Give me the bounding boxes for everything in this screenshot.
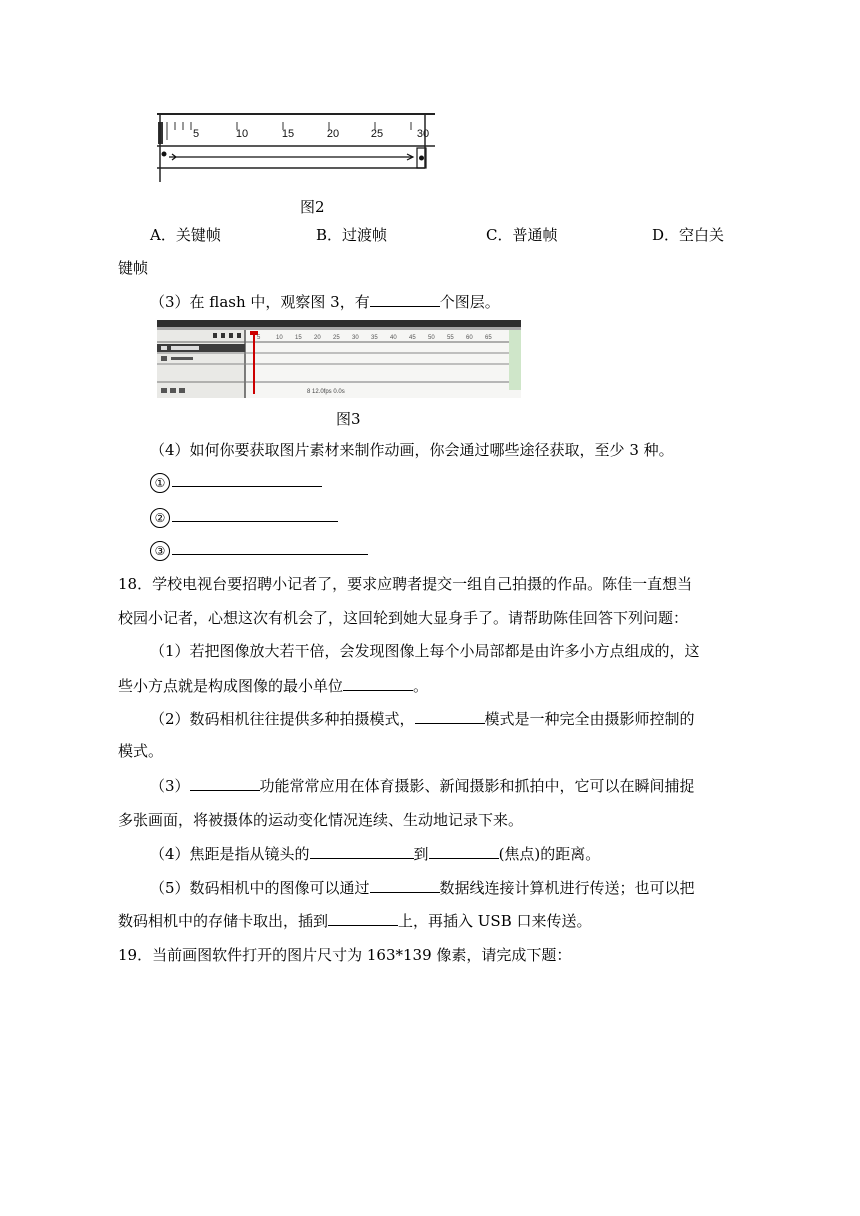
q18-1-line-1: （1）若把图像放大若干倍，会发现图像上每个小局部都是由许多小方点组成的，这 xyxy=(150,642,700,660)
figure-3-status: 8 12.0fps 0.0s xyxy=(307,389,345,395)
q18-5-text-a: （5）数码相机中的图像可以通过 xyxy=(150,879,370,897)
figure-3-layers-panel xyxy=(157,320,521,398)
q18-1-text-before: 些小方点就是构成图像的最小单位 xyxy=(118,677,344,695)
layers-tick-label: 15 xyxy=(295,335,302,341)
layers-tick-label: 35 xyxy=(371,335,378,341)
option-d-continued: 键帧 xyxy=(118,259,149,277)
answer-line-2 xyxy=(150,507,338,528)
timeline-tick-label: 25 xyxy=(370,128,384,140)
option-d: D．空白关 xyxy=(652,226,725,244)
circled-number-2: ② xyxy=(150,508,170,528)
layers-tick-label: 65 xyxy=(485,335,492,341)
layers-tick-label: 5 xyxy=(257,335,261,341)
q18-3-text-before: （3） xyxy=(150,777,190,795)
q18-3-text-after: 功能常常应用在体育摄影、新闻摄影和抓拍中，它可以在瞬间捕捉 xyxy=(259,777,695,795)
layers-tick-label: 55 xyxy=(447,335,454,341)
option-b: B．过渡帧 xyxy=(316,226,388,244)
answer-blank xyxy=(429,844,499,859)
q18-5-text-b: 数据线连接计算机进行传送；也可以把 xyxy=(439,879,695,897)
q18-3-line-1 xyxy=(150,776,695,796)
q18-5-line-1 xyxy=(150,878,695,898)
circled-number-1: ① xyxy=(150,473,170,493)
question-19: 19．当前画图软件打开的图片尺寸为 163*139 像素，请完成下题： xyxy=(118,946,572,964)
q18-1-text-after: 。 xyxy=(413,677,429,695)
layers-tick-label: 60 xyxy=(466,335,473,341)
layers-tick-label: 25 xyxy=(333,335,340,341)
answer-blank xyxy=(310,844,414,859)
answer-blank xyxy=(415,709,485,724)
figure-2-caption: 图2 xyxy=(300,198,325,216)
q18-5-text-d: 上，再插入 USB 口来传送。 xyxy=(398,912,592,930)
question-18-line-1: 18．学校电视台要招聘小记者了，要求应聘者提交一组自己拍摄的作品。陈佳一直想当 xyxy=(118,575,693,593)
q18-2-line-1 xyxy=(150,709,695,729)
q18-2-text-before: （2）数码相机往往提供多种拍摄模式， xyxy=(150,710,415,728)
question-17-4: （4）如何你要获取图片素材来制作动画，你会通过哪些途径获取，至少 3 种。 xyxy=(150,441,674,459)
layers-tick-label: 45 xyxy=(409,335,416,341)
q18-2-text-after: 模式是一种完全由摄影师控制的 xyxy=(484,710,695,728)
answer-blank xyxy=(172,472,322,487)
q18-4-line xyxy=(150,844,600,864)
question-18-line-2: 校园小记者，心想这次有机会了，这回轮到她大显身手了。请帮助陈佳回答下列问题： xyxy=(118,609,689,627)
timeline-tick-label: 30 xyxy=(416,128,430,140)
circled-number-3: ③ xyxy=(150,541,170,561)
answer-blank xyxy=(370,878,440,893)
answer-blank xyxy=(190,776,260,791)
answer-blank xyxy=(172,507,338,522)
answer-blank xyxy=(328,911,398,926)
q17-3-text-before: （3）在 flash 中，观察图 3，有 xyxy=(150,293,370,311)
timeline-tick-label: 20 xyxy=(326,128,340,140)
option-a: A．关键帧 xyxy=(150,226,221,244)
timeline-tick-label: 10 xyxy=(235,128,249,140)
answer-blank xyxy=(172,540,368,555)
figure-2-timeline xyxy=(155,110,437,186)
answer-line-3 xyxy=(150,540,368,561)
q17-3-text-after: 个图层。 xyxy=(439,293,500,311)
q18-1-line-2 xyxy=(118,676,428,696)
timeline-tick-label: 5 xyxy=(192,128,200,140)
layers-tick-label: 20 xyxy=(314,335,321,341)
q18-5-text-c: 数码相机中的存储卡取出，插到 xyxy=(118,912,329,930)
question-17-3 xyxy=(150,292,500,312)
q18-4-text-c: (焦点)的距离。 xyxy=(498,845,601,863)
figure-3-caption: 图3 xyxy=(336,410,361,428)
q18-5-line-2 xyxy=(118,911,592,931)
answer-blank xyxy=(370,292,440,307)
answer-blank xyxy=(343,676,413,691)
q18-3-line-2: 多张画面，将被摄体的运动变化情况连续、生动地记录下来。 xyxy=(118,811,524,829)
layers-tick-label: 50 xyxy=(428,335,435,341)
option-c: C．普通帧 xyxy=(486,226,558,244)
timeline-tick-label: 15 xyxy=(281,128,295,140)
layers-tick-label: 10 xyxy=(276,335,283,341)
q18-4-text-a: （4）焦距是指从镜头的 xyxy=(150,845,310,863)
answer-line-1 xyxy=(150,472,322,493)
q18-4-text-b: 到 xyxy=(413,845,429,863)
layers-tick-label: 30 xyxy=(352,335,359,341)
layers-tick-label: 40 xyxy=(390,335,397,341)
q18-2-line-2: 模式。 xyxy=(118,742,164,760)
